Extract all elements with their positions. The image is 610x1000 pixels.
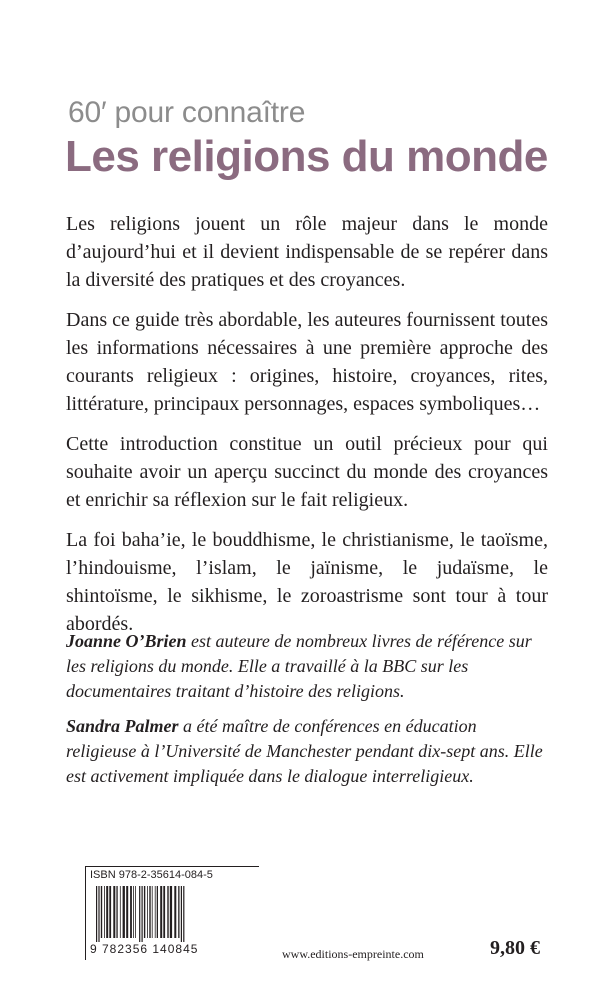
price: 9,80 € [490, 937, 540, 959]
author-bio [66, 714, 550, 789]
author-bio-text: a été maître de conférences en éducation religieuse à l’Université de Manchester pendant dix-sept ans. Elle est activement impliquée dans le dialogue interreligieux. [66, 716, 543, 786]
book-description [66, 210, 548, 650]
author-name: Sandra Palmer [66, 716, 179, 736]
barcode-block [85, 866, 259, 960]
publisher-website: www.editions-empreinte.com [282, 947, 424, 961]
description-paragraph: La foi baha’ie, le bouddhisme, le christianisme, le taoïsme, l’hindouisme, l’islam, le jaïnisme, le judaïsme, le shintoïsme, le sikhisme, le zoroastrisme sont tour à tour abordés. [66, 529, 548, 635]
barcode-digits: 9 782356 140845 [90, 942, 199, 956]
author-bios [66, 629, 550, 799]
description-paragraph: Dans ce guide très abordable, les auteures fournissent toutes les informations nécessaires à une première approche des courants religieux : origines, histoire, croyances, rites, littérature, principaux personnages, espaces symboliques… [66, 309, 548, 415]
author-name: Joanne O’Brien [66, 631, 187, 651]
description-paragraph: Les religions jouent un rôle majeur dans le monde d’aujourd’hui et il devient indispensable de se repérer dans la diversité des pratiques et des croyances. [66, 213, 548, 291]
isbn-label: ISBN 978-2-35614-084-5 [90, 869, 213, 881]
description-paragraph: Cette introduction constitue un outil précieux pour qui souhaite avoir un aperçu succinct du monde des croyances et enrichir sa réflexion sur le fait religieux. [66, 433, 548, 511]
author-bio-text: est auteure de nombreux livres de référence sur les religions du monde. Elle a travaillé à la BBC sur les documentaires traitant d’histoire des religions. [66, 631, 532, 701]
author-bio [66, 629, 550, 704]
book-title: Les religions du monde [65, 132, 548, 181]
series-kicker: 60′ pour connaître [68, 96, 306, 129]
barcode-image [90, 886, 248, 942]
